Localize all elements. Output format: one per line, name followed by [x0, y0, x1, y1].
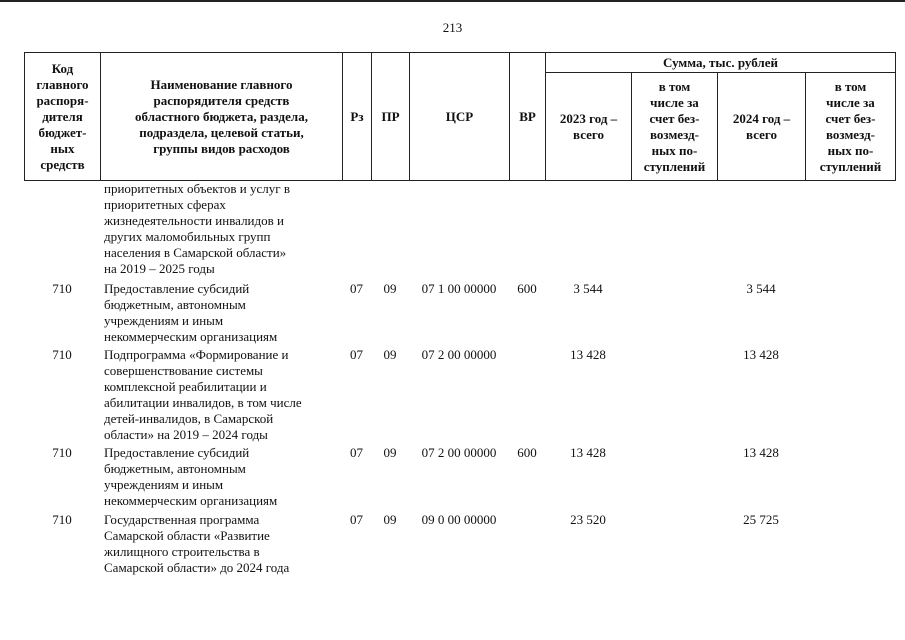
header-pr: ПР [372, 53, 410, 181]
cell-code: 710 [52, 347, 72, 362]
header-rz: Рз [343, 53, 372, 181]
cell-pr: 09 [383, 512, 397, 527]
cell-pr: 09 [383, 281, 397, 296]
cell-2024-total: 3 544 [746, 281, 776, 296]
header-sum: Сумма, тыс. рублей [546, 53, 896, 73]
header-code: Код главного распоря- дителя бюджет- ных средств [25, 53, 101, 181]
cell-2024-total: 13 428 [743, 445, 779, 460]
header-2024-total: 2024 год – всего [718, 73, 806, 181]
header-csr: ЦСР [410, 53, 510, 181]
page-number: 213 [442, 20, 463, 35]
cell-csr: 07 2 00 00000 [421, 445, 497, 460]
cell-rz: 07 [350, 445, 363, 460]
cell-vr: 600 [517, 281, 537, 296]
cell-rz: 07 [350, 512, 363, 527]
cell-pr: 09 [383, 347, 397, 362]
cell-code: 710 [52, 445, 72, 460]
cell-csr: 07 2 00 00000 [421, 347, 497, 362]
header-vr: ВР [510, 53, 546, 181]
continued-text: приоритетных объектов и услуг в приоритетных сферах жизнедеятельности инвалидов и других маломобильных групп населения в Самарской области» на 2019 – 2025 годы [104, 181, 290, 276]
cell-code: 710 [52, 512, 72, 527]
cell-csr: 09 0 00 00000 [421, 512, 497, 527]
cell-2023-total: 3 544 [573, 281, 603, 296]
header-name: Наименование главного распорядителя средств областного бюджета, раздела, подраздела, целевой статьи, группы видов расходов [101, 53, 343, 181]
header-2023-total: 2023 год – всего [546, 73, 632, 181]
top-rule [0, 0, 905, 2]
cell-2024-total: 13 428 [743, 347, 779, 362]
table-header [24, 52, 896, 181]
cell-code: 710 [52, 281, 72, 296]
cell-rz: 07 [350, 281, 363, 296]
header-2023-free: в том числе за счет без- возмезд- ных по- ступлений [632, 73, 718, 181]
cell-2023-total: 13 428 [570, 347, 606, 362]
cell-name: Предоставление субсидий бюджетным, автономным учреждениям и иным некоммерческим организациям [104, 445, 278, 508]
header-2024-free: в том числе за счет без- возмезд- ных по- ступлений [806, 73, 896, 181]
cell-rz: 07 [350, 347, 363, 362]
cell-2023-total: 23 520 [570, 512, 606, 527]
cell-vr: 600 [517, 445, 537, 460]
cell-pr: 09 [383, 445, 397, 460]
cell-name: Государственная программа Самарской области «Развитие жилищного строительства в Самарской области» до 2024 года [104, 512, 290, 575]
cell-name: Подпрограмма «Формирование и совершенствование системы комплексной реабилитации и абилитации инвалидов, в том числе детей-инвалидов, в Самарской области» на 2019 – 2024 годы [104, 347, 302, 442]
cell-2023-total: 13 428 [570, 445, 606, 460]
cell-name: Предоставление субсидий бюджетным, автономным учреждениям и иным некоммерческим организациям [104, 281, 278, 344]
cell-2024-total: 25 725 [743, 512, 779, 527]
cell-csr: 07 1 00 00000 [421, 281, 497, 296]
